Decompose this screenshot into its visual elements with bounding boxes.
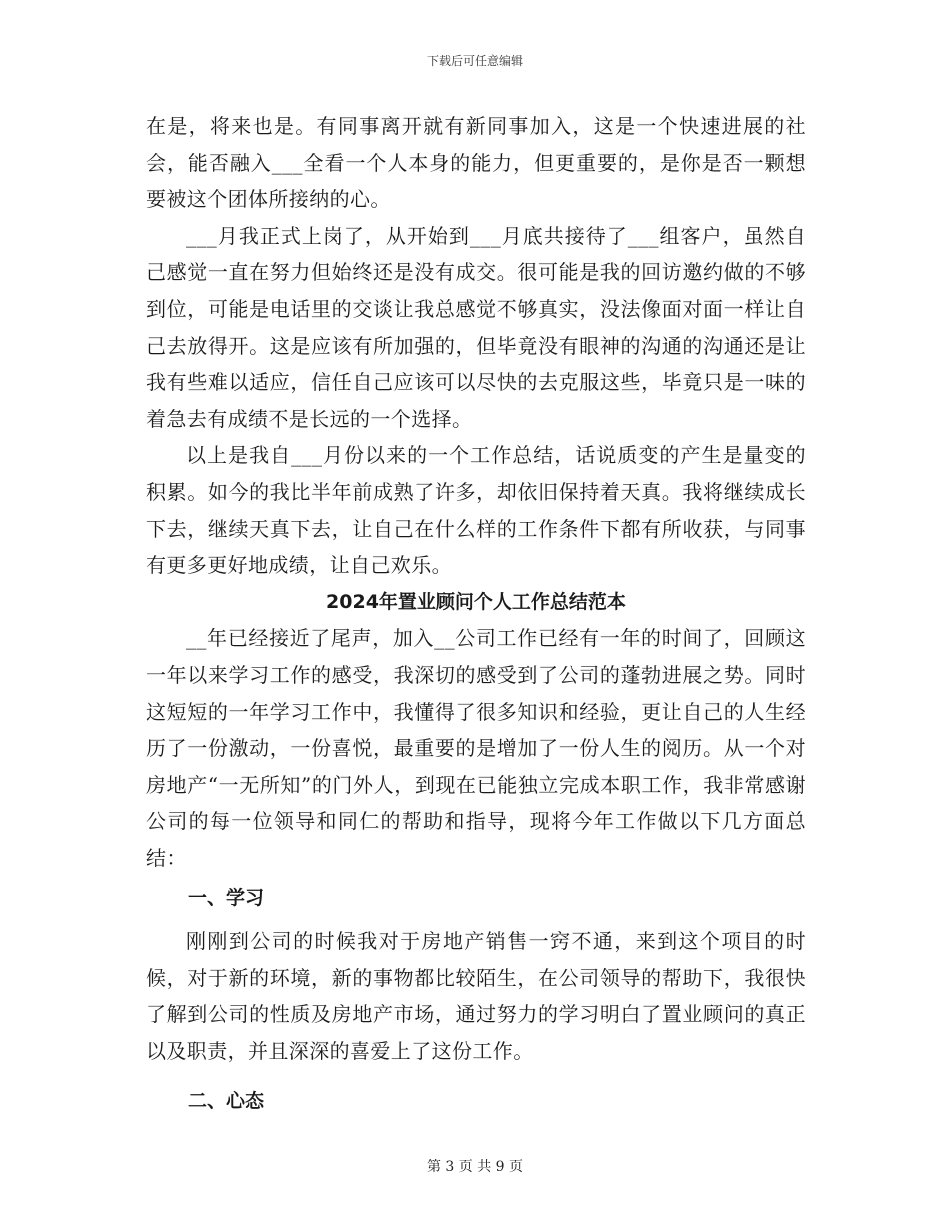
section-title: 2024年置业顾问个人工作总结范本 xyxy=(326,590,626,613)
paragraph-summary: 以上是我自___月份以来的一个工作总结，话说质变的产生是量变的积累。如今的我比半年前成熟了许多，却依旧保持着天真。我将继续成长下去，继续天真下去，让自己在什么样的工作条件下都有所收获，与同事有更多更好地成绩，让自己欢乐。 xyxy=(146,443,806,578)
heading-study: 一、学习 xyxy=(188,887,265,910)
paragraph-study: 刚刚到公司的时候我对于房地产销售一窍不通，来到这个项目的时候，对于新的环境，新的事物都比较陌生，在公司领导的帮助下，我很快了解到公司的性质及房地产市场，通过努力的学习明白了置业顾问的真正以及职责，并且深深的喜爱上了这份工作。 xyxy=(146,929,806,1063)
paragraph-onboarding: ___月我正式上岗了，从开始到___月底共接待了___组客户，虽然自己感觉一直在努力但始终还是没有成交。很可能是我的回访邀约做的不够到位，可能是电话里的交谈让我总感觉不够真实，没法像面对面一样让自己去放得开。这是应该有所加强的，但毕竟没有眼神的沟通的沟通还是让我有些难以适应，信任自己应该可以尽快的去克服这些，毕竟只是一味的着急去有成绩不是长远的一个选择。 xyxy=(146,223,806,431)
page-header: 下载后可任意编辑 xyxy=(426,54,523,68)
document-body xyxy=(146,108,806,1126)
page-footer: 第 3 页 共 9 页 xyxy=(426,1159,524,1175)
heading-attitude: 二、心态 xyxy=(188,1090,265,1113)
paragraph-intro: __年已经接近了尾声，加入__公司工作已经有一年的时间了，回顾这一年以来学习工作的感受，我深切的感受到了公司的蓬勃进展之势。同时这短短的一年学习工作中，我懂得了很多知识和经验，更让自己的人生经历了一份激动，一份喜悦，最重要的是增加了一份人生的阅历。从一个对房地产“一无所知”的门外人，到现在已能独立完成本职工作，我非常感谢公司的每一位领导和同仁的帮助和指导，现将今年工作做以下几方面总结： xyxy=(146,626,806,870)
paragraph-continuation: 在是，将来也是。有同事离开就有新同事加入，这是一个快速进展的社会，能否融入___全看一个人本身的能力，但更重要的，是你是否一颗想要被这个团体所接纳的心。 xyxy=(146,114,806,212)
